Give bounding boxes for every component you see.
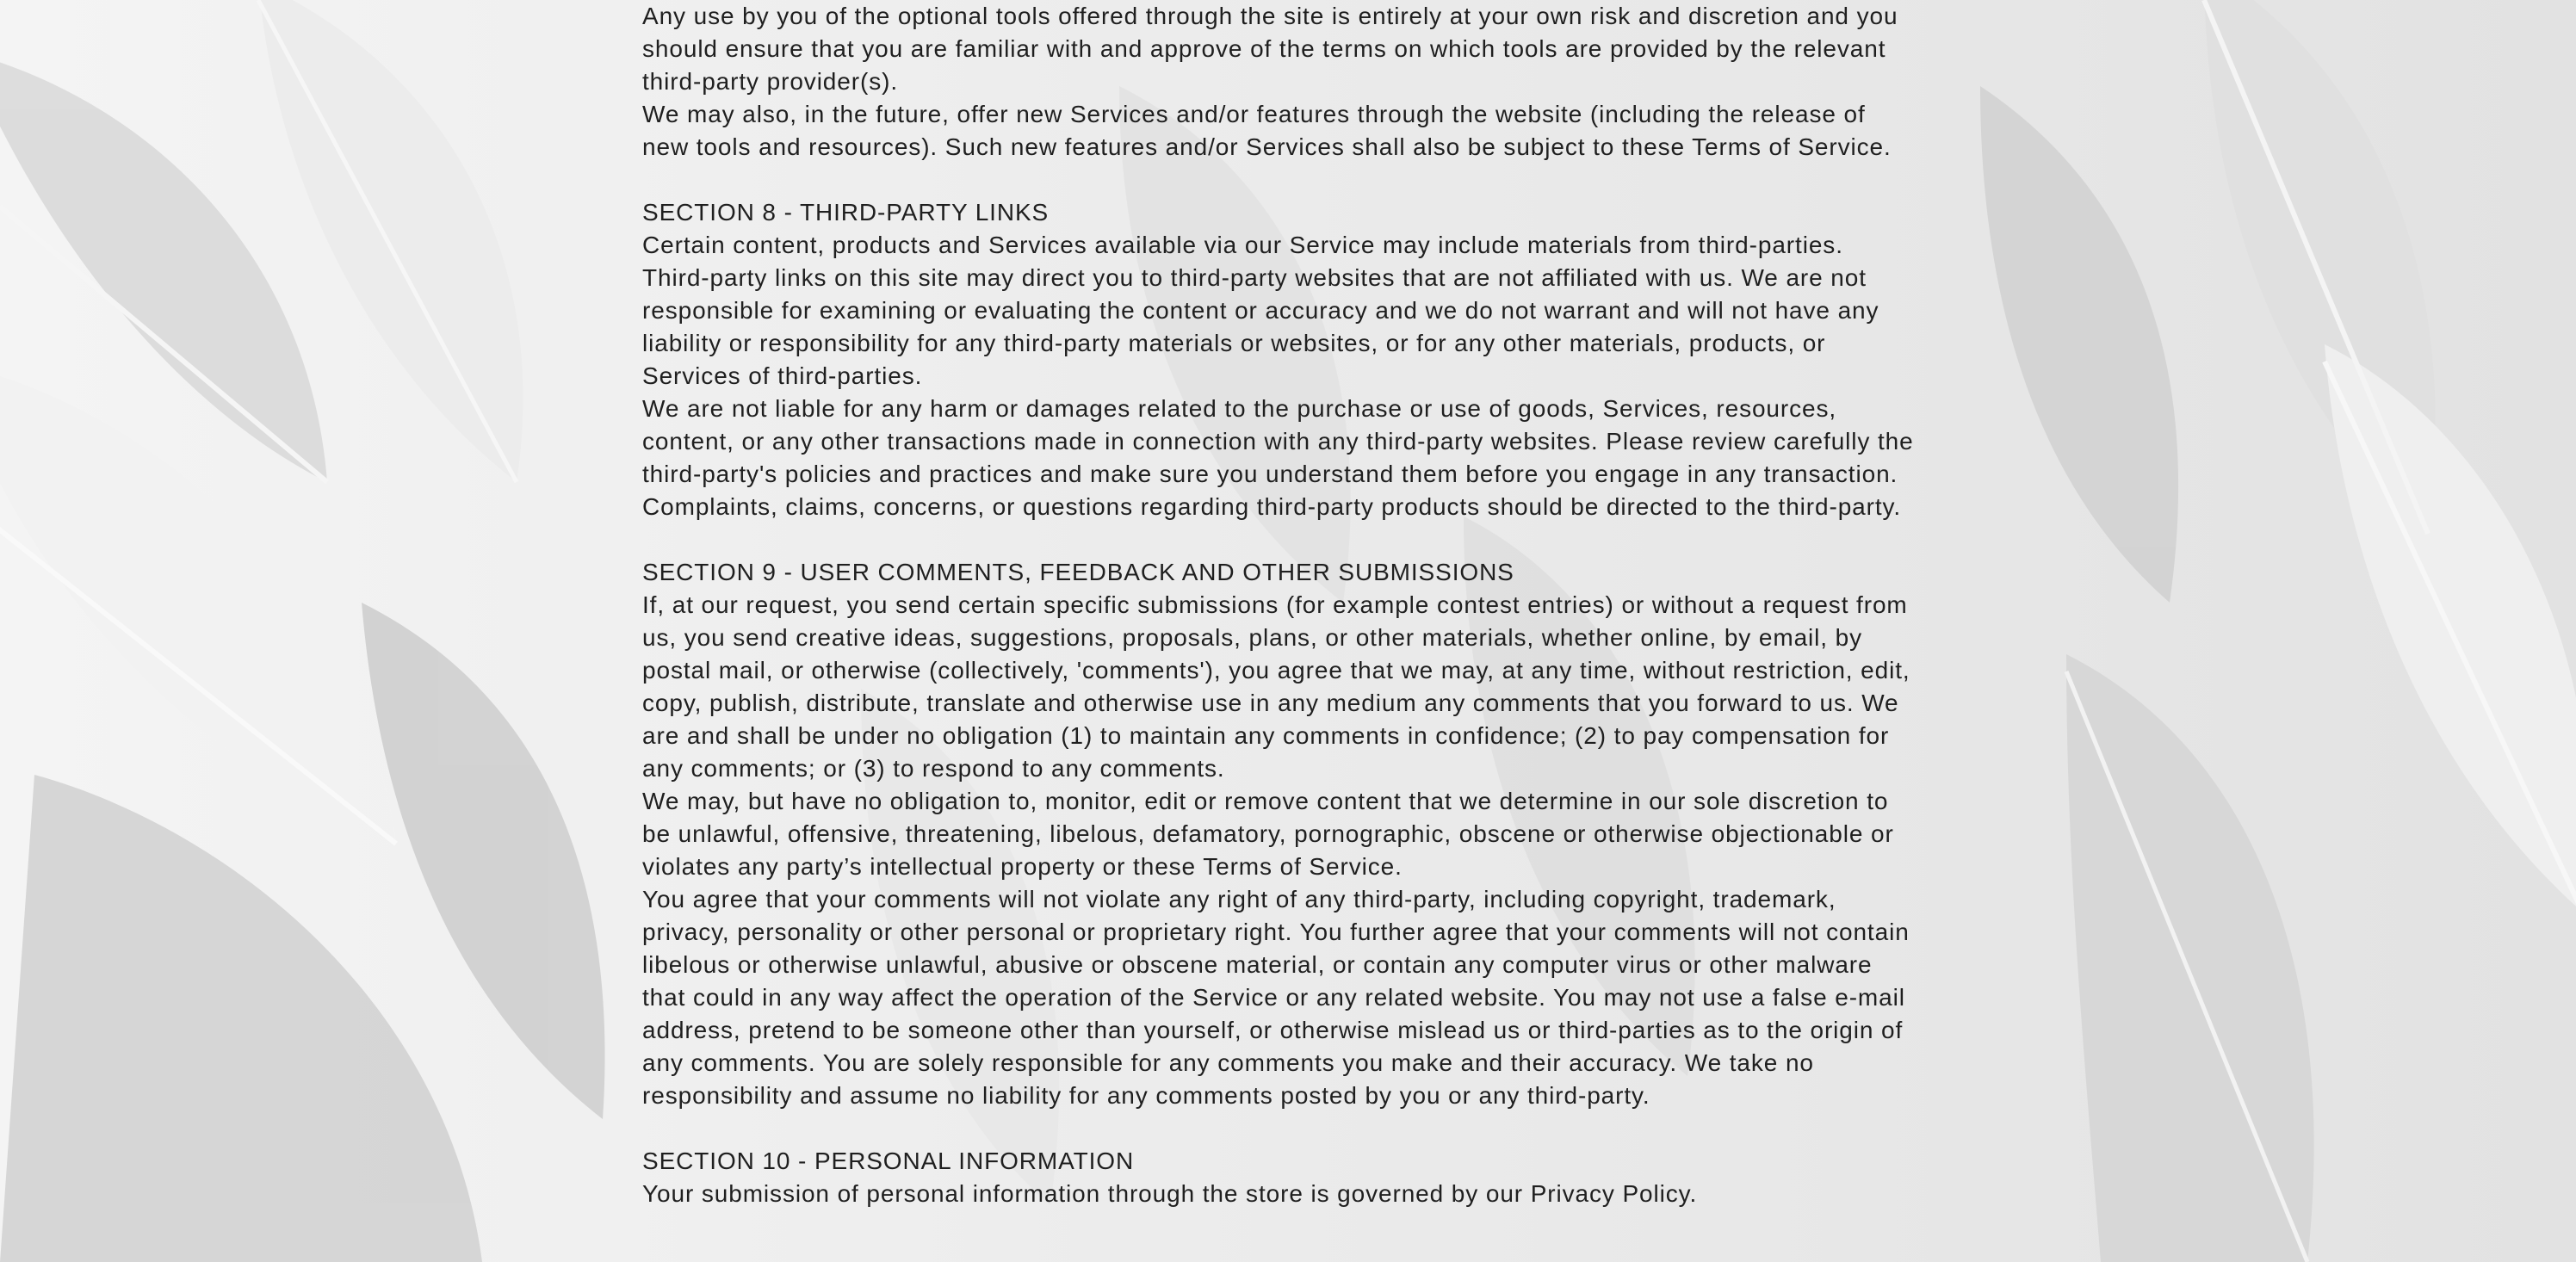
section-8	[642, 196, 1917, 523]
paragraph: Your submission of personal information through the store is governed by our Privacy Policy.	[642, 1180, 1698, 1207]
paragraph: We are not liable for any harm or damages related to the purchase or use of goods, Services, resources, content, or any other transactions made in connection with any third-party websites. Please review carefully the third-party's policies and practices and make sure you understand them before you engage in any transaction. Complaints, claims, concerns, or questions regarding third-party products should be directed to the third-party.	[642, 395, 1914, 520]
section-9	[642, 556, 1917, 1112]
paragraph: Certain content, products and Services available via our Service may include materials from third-parties.	[642, 232, 1843, 258]
section-8-heading: SECTION 8 - THIRD-PARTY LINKS	[642, 199, 1050, 226]
paragraph: We may, but have no obligation to, monitor, edit or remove content that we determine in our sole discretion to be unlawful, offensive, threatening, libelous, defamatory, pornographic, obscene or otherwise objectionable or violates any party’s intellectual property or these Terms of Service.	[642, 788, 1894, 880]
paragraph: Third-party links on this site may direct you to third-party websites that are not affiliated with us. We are not responsible for examining or evaluating the content or accuracy and we do not warrant and will not have any liability or responsibility for any third-party materials or websites, or for any other materials, products, or Services of third-parties.	[642, 264, 1879, 389]
section-9-heading: SECTION 9 - USER COMMENTS, FEEDBACK AND OTHER SUBMISSIONS	[642, 559, 1514, 585]
paragraph: If, at our request, you send certain specific submissions (for example contest entries) or without a request from us, you send creative ideas, suggestions, proposals, plans, or other materials, whether online, by email, by postal mail, or otherwise (collectively, 'comments'), you agree that we may, at any time, without restriction, edit, copy, publish, distribute, translate and otherwise use in any medium any comments that you forward to us. We are and shall be under no obligation (1) to maintain any comments in confidence; (2) to pay compensation for any comments; or (3) to respond to any comments.	[642, 591, 1910, 782]
section-10	[642, 1145, 1917, 1210]
paragraph: You agree that your comments will not violate any right of any third-party, including copyright, trademark, privacy, personality or other personal or proprietary right. You further agree that your comments will not contain libelous or otherwise unlawful, abusive or obscene material, or contain any computer virus or other malware that could in any way affect the operation of the Service or any related website. You may not use a false e-mail address, pretend to be someone other than yourself, or otherwise mislead us or third-parties as to the origin of any comments. You are solely responsible for any comments you make and their accuracy. We take no responsibility and assume no liability for any comments posted by you or any third-party.	[642, 886, 1910, 1109]
paragraph: Any use by you of the optional tools offered through the site is entirely at your own risk and discretion and you should ensure that you are familiar with and approve of the terms on which tools are provided by the relevant third-party provider(s).	[642, 3, 1898, 95]
paragraph: We may also, in the future, offer new Services and/or features through the website (including the release of new tools and resources). Such new features and/or Services shall also be subject to these Terms of Service.	[642, 101, 1892, 160]
intro-block	[642, 0, 1917, 164]
terms-of-service-text	[642, 0, 1917, 1243]
section-10-heading: SECTION 10 - PERSONAL INFORMATION	[642, 1148, 1135, 1174]
